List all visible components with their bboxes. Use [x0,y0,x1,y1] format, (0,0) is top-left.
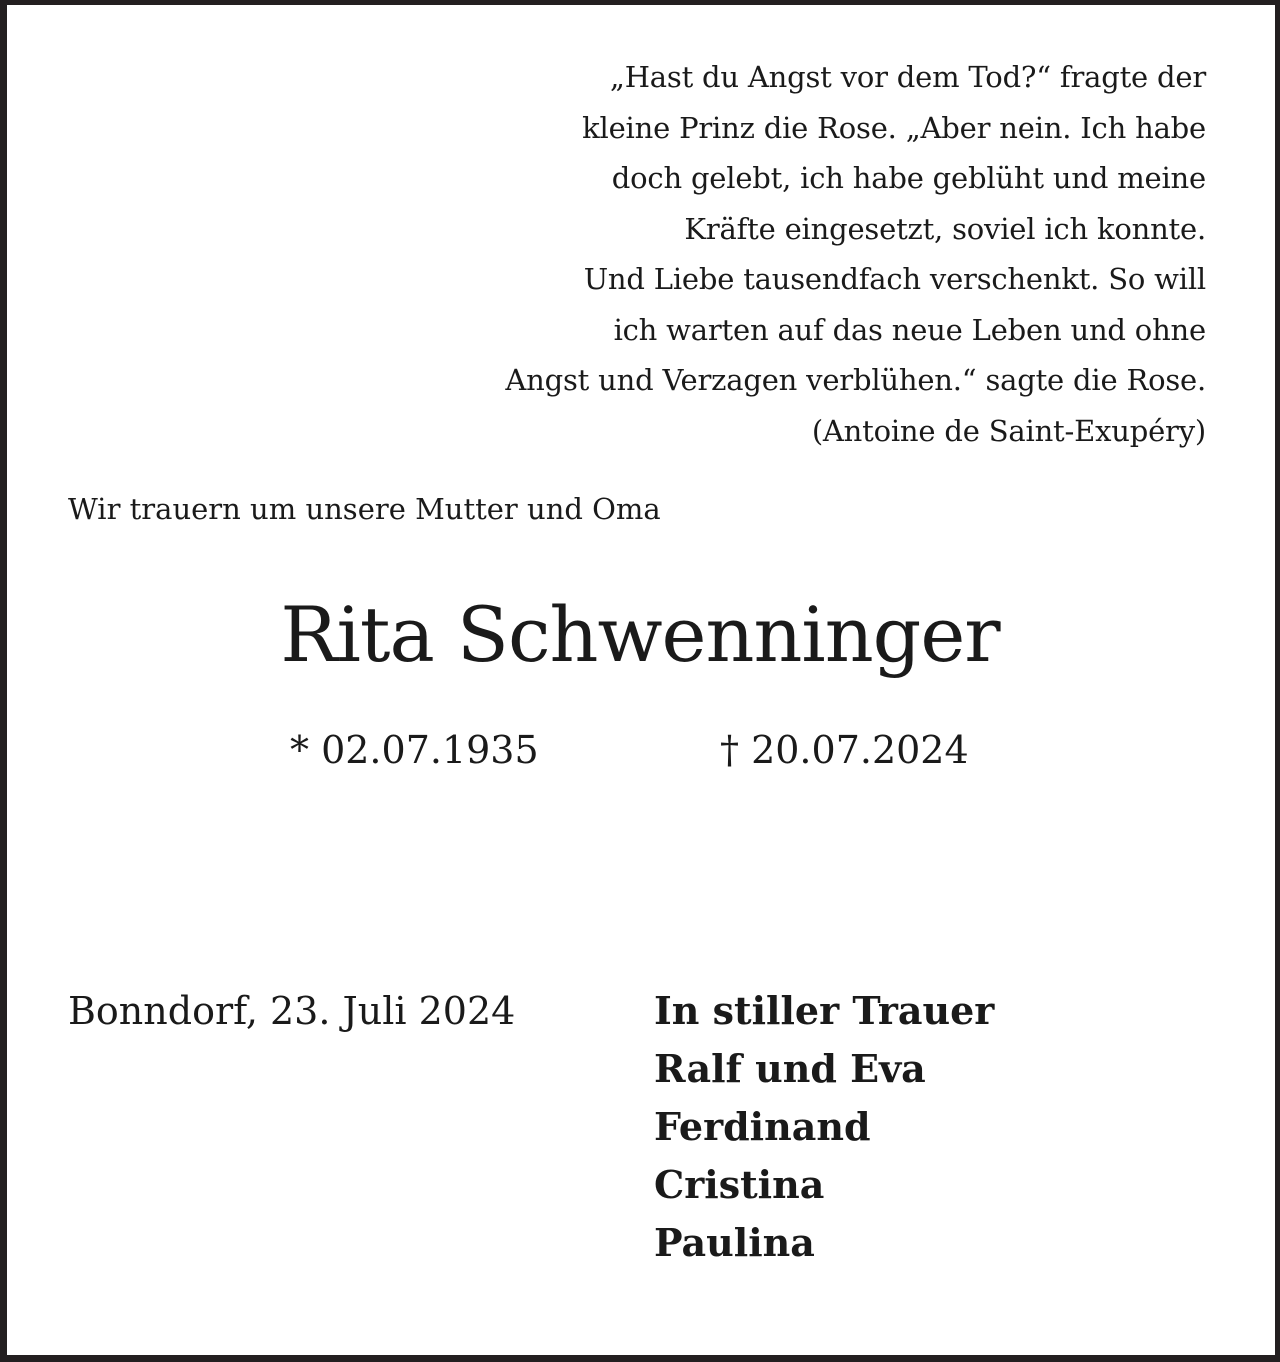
mourner-name: Cristina [654,1162,825,1207]
mourner-name: Paulina [654,1220,815,1265]
quote-block [505,52,1206,456]
death-date: † 20.07.2024 [720,728,969,772]
quote-attribution: (Antoine de Saint-Exupéry) [811,413,1206,448]
quote-line: Und Liebe tausendfach verschenkt. So will [583,262,1206,296]
quote-line: doch gelebt, ich habe geblüht und meine [611,161,1206,195]
birth-date: * 02.07.1935 [290,728,539,772]
mourner-name: Ralf und Eva [654,1046,926,1091]
mourner-name: Ferdinand [654,1104,871,1149]
mourners-block [654,982,994,1272]
quote-line: „Hast du Angst vor dem Tod?“ fragte der [609,60,1206,94]
mourners-heading: In stiller Trauer [654,988,995,1033]
quote-line: Angst und Verzagen verblühen.“ sagte die Rose. [505,363,1206,397]
quote-line: ich warten auf das neue Leben und ohne [613,312,1206,347]
quote-line: kleine Prinz die Rose. „Aber nein. Ich habe [582,110,1206,145]
intro-text: Wir trauern um unsere Mutter und Oma [68,492,661,526]
place-and-date: Bonndorf, 23. Juli 2024 [68,989,516,1033]
deceased-name: Rita Schwenninger [280,590,1000,679]
quote-line: Kräfte eingesetzt, soviel ich konnte. [684,211,1206,246]
